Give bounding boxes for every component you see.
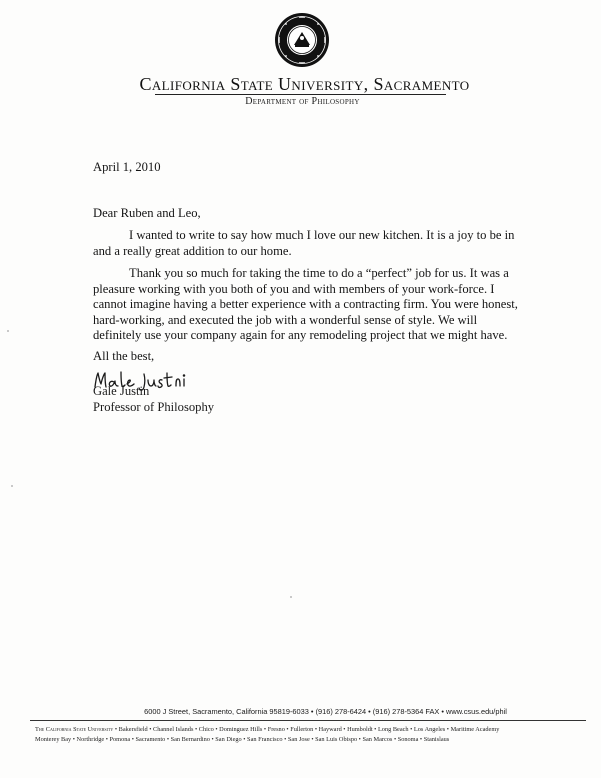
department-name: Department of Philosophy <box>245 96 360 107</box>
campus-list <box>35 725 587 745</box>
footer-address: 6000 J Street, Sacramento, California 95819-6033 • (916) 278-6424 • (916) 278-5364 FAX • www.csus.edu/phil <box>144 707 507 716</box>
signer-name: Gale Justin <box>93 384 150 398</box>
letter-salutation: Dear Ruben and Leo, <box>93 206 201 220</box>
csu-system-label: The California State University <box>35 726 114 733</box>
letter-paragraph-1: I wanted to write to say how much I love our new kitchen. It is a joy to be in and a really great addition to our home. <box>93 228 515 258</box>
scan-speck <box>11 485 13 487</box>
letter-date: April 1, 2010 <box>93 160 161 174</box>
campus-names-1: • Bakersfield • Channel Islands • Chico • Dominguez Hills • Fresno • Fullerton • Hayward • Humboldt • Long Beach • Los Angeles • Maritime Academy <box>113 726 500 733</box>
letter-paragraph-2: Thank you so much for taking the time to do a “perfect” job for us. It was a pleasure working with you both of you and with members of your work-force. I cannot imagine having a better experience with a contracting firm. You were honest, hard-working, and executed the job with a wonderful sense of style. We will definitely use your company again for any remodeling project that we might have. <box>93 266 518 342</box>
letter-closing: All the best, <box>93 349 155 363</box>
scan-speck <box>290 596 292 598</box>
university-seal-icon <box>274 12 330 68</box>
university-name: California State University, Sacramento <box>139 74 470 94</box>
campus-list-line-2: Monterey Bay • Northridge • Pomona • Sacramento • San Bernardino • San Diego • San Francisco • San Jose • San Luis Obispo • San Marcos • Sonoma • Stanislaus <box>35 736 450 743</box>
letterhead-divider <box>155 94 446 95</box>
footer-divider <box>30 720 586 721</box>
campus-list-line-1 <box>35 725 587 735</box>
scan-speck <box>7 330 9 332</box>
signer-block <box>93 384 214 415</box>
signer-title: Professor of Philosophy <box>93 399 215 414</box>
